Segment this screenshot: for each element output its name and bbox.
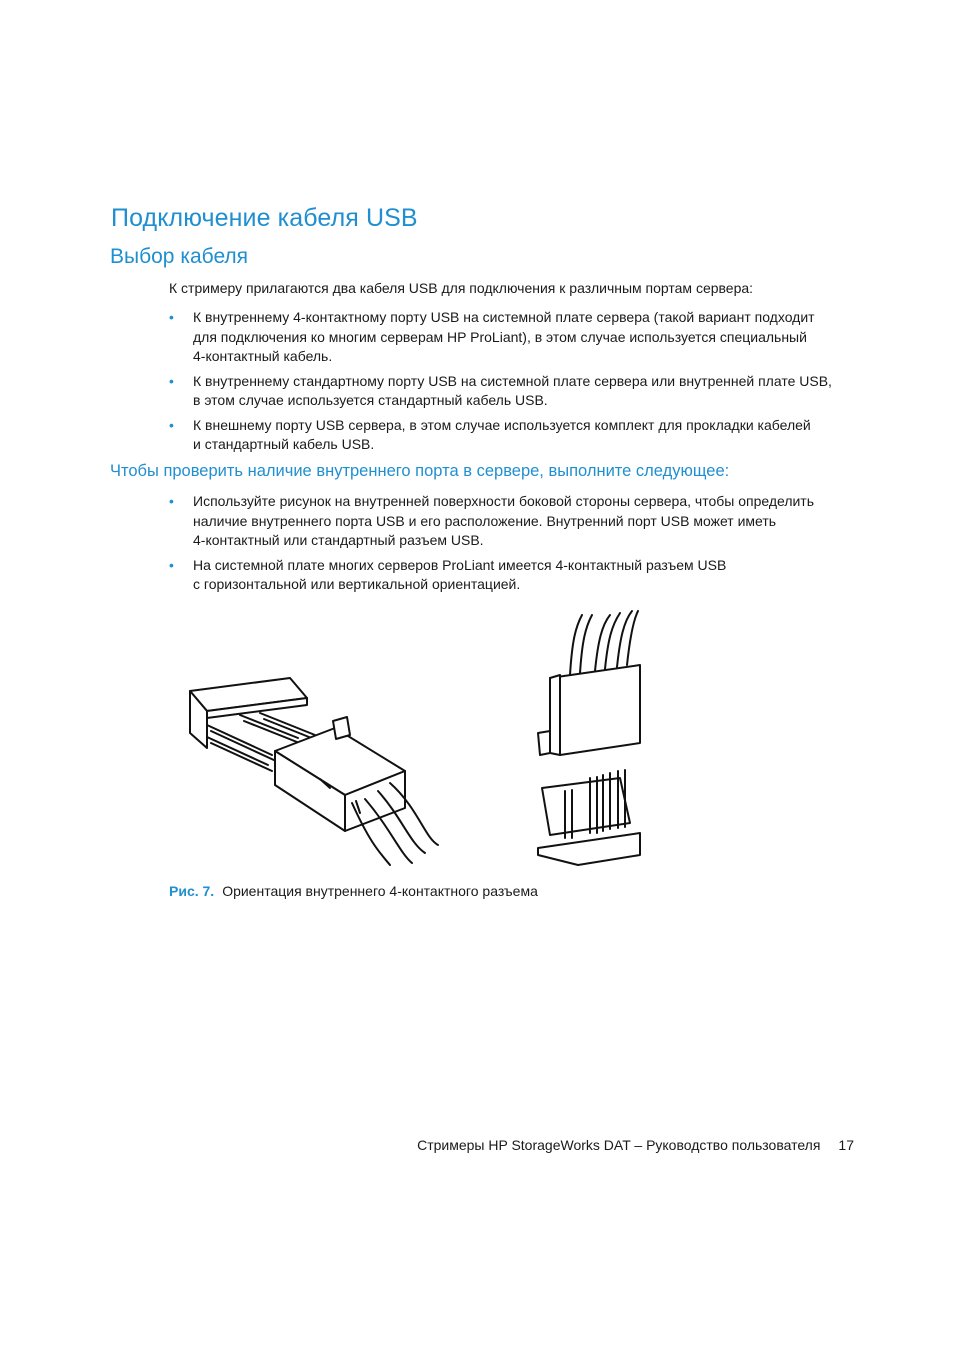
- bullet-icon: •: [169, 372, 174, 389]
- list-item: [169, 492, 859, 551]
- subsection-title: Выбор кабеля: [110, 245, 249, 268]
- cable-options-list: [169, 308, 859, 460]
- list-item-line: 4-контактный или стандартный разъем USB.: [193, 532, 484, 548]
- footer-text: Стримеры HP StorageWorks DAT – Руководство пользователя: [417, 1137, 821, 1153]
- page-number: 17: [838, 1137, 854, 1153]
- page-footer: [417, 1137, 854, 1153]
- list-item: [169, 556, 859, 595]
- horizontal-plug-icon: [275, 717, 438, 865]
- section-title: Подключение кабеля USB: [111, 204, 418, 232]
- procedure-title: Чтобы проверить наличие внутреннего порта в сервере, выполните следующее:: [110, 462, 730, 480]
- intro-paragraph: К стримеру прилагаются два кабеля USB для подключения к различным портам сервера:: [169, 280, 754, 296]
- list-item-line: 4-контактный кабель.: [193, 348, 333, 364]
- list-item: [169, 416, 859, 455]
- list-item-line: К внутреннему 4-контактному порту USB на системной плате сервера (такой вариант подходит: [193, 309, 815, 325]
- list-item: [169, 308, 859, 367]
- list-item-line: На системной плате многих серверов ProLiant имеется 4-контактный разъем USB: [193, 556, 727, 573]
- list-item-line: с горизонтальной или вертикальной ориентацией.: [193, 576, 521, 592]
- list-item-line: и стандартный кабель USB.: [193, 436, 375, 452]
- figure-caption: [169, 883, 538, 899]
- procedure-steps-list: [169, 492, 859, 600]
- bullet-icon: •: [169, 309, 174, 325]
- list-item-line: для подключения ко многим серверам HP ProLiant), в этом случае используется специальный: [193, 328, 807, 345]
- figure-number: Рис. 7.: [169, 883, 215, 899]
- list-item-line: в этом случае используется стандартный кабель USB.: [193, 392, 548, 408]
- list-item-line: К внутреннему стандартному порту USB на системной плате сервера или внутренней плате USB,: [193, 372, 832, 389]
- list-item: [169, 372, 859, 411]
- vertical-plug-icon: [538, 611, 640, 755]
- connector-illustration: [180, 603, 650, 878]
- list-item-line: наличие внутреннего порта USB и его расположение. Внутренний порт USB может иметь: [193, 512, 777, 529]
- vertical-header-icon: [538, 770, 640, 865]
- bullet-icon: •: [169, 556, 174, 573]
- list-item-line: К внешнему порту USB сервера, в этом случае используется комплект для прокладки кабелей: [193, 416, 811, 433]
- bullet-icon: •: [169, 416, 174, 433]
- list-item-line: Используйте рисунок на внутренней поверхности боковой стороны сервера, чтобы определить: [193, 493, 815, 509]
- figure-caption-text: Ориентация внутреннего 4-контактного разъема: [222, 883, 538, 899]
- bullet-icon: •: [169, 493, 174, 509]
